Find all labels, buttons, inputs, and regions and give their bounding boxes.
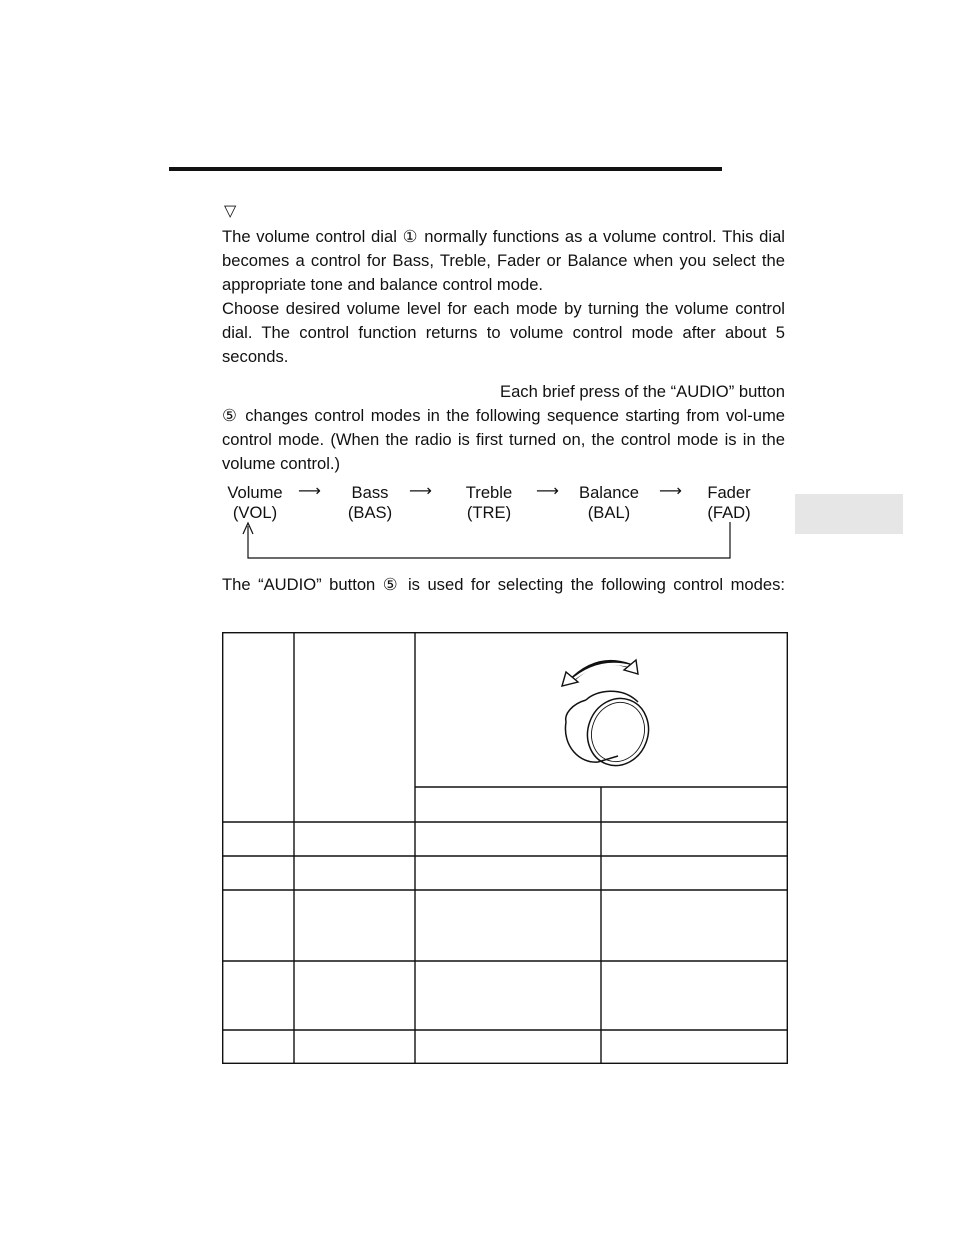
sequence-item-abbr: (BAL): [587, 503, 631, 522]
sequence-item-name: Bass: [351, 483, 389, 502]
sequence-item-name: Fader: [707, 483, 751, 502]
sequence-item-abbr: (BAS): [347, 503, 393, 522]
control-mode-table: [222, 632, 788, 1064]
sequence-item-name: Balance: [579, 483, 639, 502]
paragraph-volume-dial: The volume control dial ① normally functions as a volume control. This dial becomes a control for Bass, Treble, Fader or Balance when you select the appropriate tone and balance control mode.: [222, 227, 785, 294]
sequence-item-balance: [572, 483, 646, 523]
section-marker-icon: ▽: [224, 203, 237, 220]
arrow-right-icon: ⟶: [659, 483, 682, 500]
arrow-right-icon: ⟶: [536, 483, 559, 500]
sequence-item-volume: [222, 483, 288, 523]
paragraph-audio-press-line1: Each brief press of the “AUDIO” button: [500, 382, 785, 401]
sequence-item-abbr: (TRE): [466, 503, 512, 522]
paragraph-audio-modes: The “AUDIO” button ⑤ is used for selecting the following control modes:: [222, 575, 785, 594]
volume-dial-icon: [552, 652, 662, 772]
sequence-item-bass: [340, 483, 400, 523]
sequence-loop-arrow-icon: [226, 520, 746, 570]
chapter-thumb-tab: [795, 494, 903, 534]
arrow-right-icon: ⟶: [298, 483, 321, 500]
sequence-item-name: Treble: [465, 483, 513, 502]
arrow-right-icon: ⟶: [409, 483, 432, 500]
section-header-rule: [169, 167, 722, 171]
sequence-item-abbr: (FAD): [707, 503, 751, 522]
sequence-item-abbr: (VOL): [232, 503, 278, 522]
sequence-item-treble: [458, 483, 520, 523]
sequence-item-name: Volume: [227, 483, 283, 502]
paragraph-audio-press: ⑤ changes control modes in the following sequence starting from vol-ume control mode. (When the radio is first turned on, the control mode is in the volume control.): [222, 406, 785, 473]
paragraph-volume-level: Choose desired volume level for each mode by turning the volume control dial. The control function returns to volume control mode after about 5 seconds.: [222, 299, 785, 366]
table-grid: [222, 632, 788, 1064]
sequence-item-fader: [700, 483, 758, 523]
